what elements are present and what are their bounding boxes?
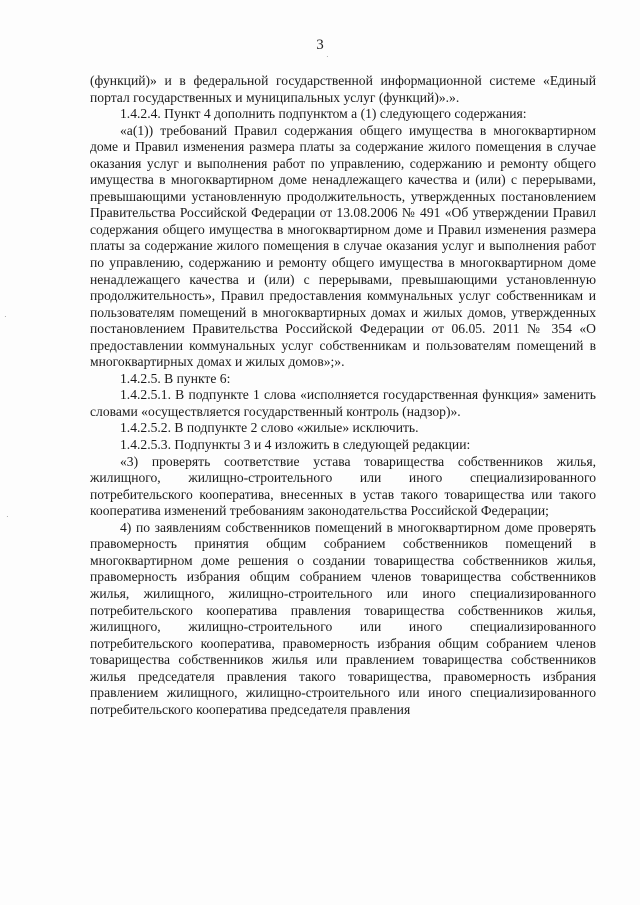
scan-speck: ·	[326, 52, 329, 61]
paragraph-1-4-2-5-3: 1.4.2.5.3. Подпункты 3 и 4 изложить в следующей редакции:	[120, 437, 471, 453]
document-body	[90, 73, 596, 718]
paragraph-subitem-4: 4) по заявлениям собственников помещений в многоквартирном доме проверять правомерность принятия общим собранием собственников помещений в многоквартирном доме решения о создании товарищества собственников жилья, правомерность избрания общим собранием членов товарищества собственников жилья, жилищного, жилищно-строительного или иного специализированного потребительского кооператива правления товарищества собственников жилья, жилищного, жилищно-строительного или иного специализированного потребительского кооператива, правомерность избрания общим собранием членов товарищества собственников жилья или правлением товарищества собственников жилья председателя правления такого товарищества, правомерность избрания правлением жилищного, жилищно-строительного или иного специализированного потребительского кооператива председателя правления	[90, 519, 596, 717]
paragraph-subitem-3: «3) проверять соответствие устава товарищества собственников жилья, жилищного, жилищно-строительного или иного специализированного потребительского кооператива, внесенных в устав такого товарищества или такого кооператива изменений требованиям законодательства Российской Федерации;	[90, 453, 596, 519]
page-number: 3	[316, 37, 324, 53]
scan-speck: ·	[4, 312, 7, 321]
paragraph-1-4-2-5-2: 1.4.2.5.2. В подпункте 2 слово «жилые» исключить.	[120, 420, 419, 436]
paragraph-continuation: (функций)» и в федеральной государственной информационной системе «Единый портал государственных и муниципальных услуг (функций)».».	[90, 73, 596, 105]
paragraph-1-4-2-5-1: 1.4.2.5.1. В подпункте 1 слова «исполняется государственная функция» заменить словами «осуществляется государственный контроль (надзор)».	[90, 387, 596, 419]
scan-speck: ·	[6, 512, 9, 521]
paragraph-subitem-a1: «а(1)) требований Правил содержания общего имущества в многоквартирном доме и Правил изменения размера платы за содержание жилого помещения в случае оказания услуг и выполнения работ по управлению, содержанию и ремонту общего имущества в многоквартирном доме ненадлежащего качества и (или) с перерывами, превышающими установленную продолжительность, утвержденных постановлением Правительства Российской Федерации от 13.08.2006 № 491 «Об утверждении Правил содержания общего имущества в многоквартирном доме и Правил изменения размера платы за содержание жилого помещения в случае оказания услуг и выполнения работ по управлению, содержанию и ремонту общего имущества в многоквартирном доме ненадлежащего качества и (или) с перерывами, превышающими установленную продолжительность», Правил предоставления коммунальных услуг собственникам и пользователям помещений в многоквартирных домах и жилых домов, утвержденных постановлением Правительства Российской Федерации от 06.05. 2011 № 354 «О предоставлении коммунальных услуг собственникам и пользователям помещений в многоквартирных домах и жилых домов»;».	[90, 122, 596, 370]
paragraph-1-4-2-4: 1.4.2.4. Пункт 4 дополнить подпунктом а (1) следующего содержания:	[120, 106, 527, 122]
paragraph-1-4-2-5: 1.4.2.5. В пункте 6:	[120, 370, 231, 386]
